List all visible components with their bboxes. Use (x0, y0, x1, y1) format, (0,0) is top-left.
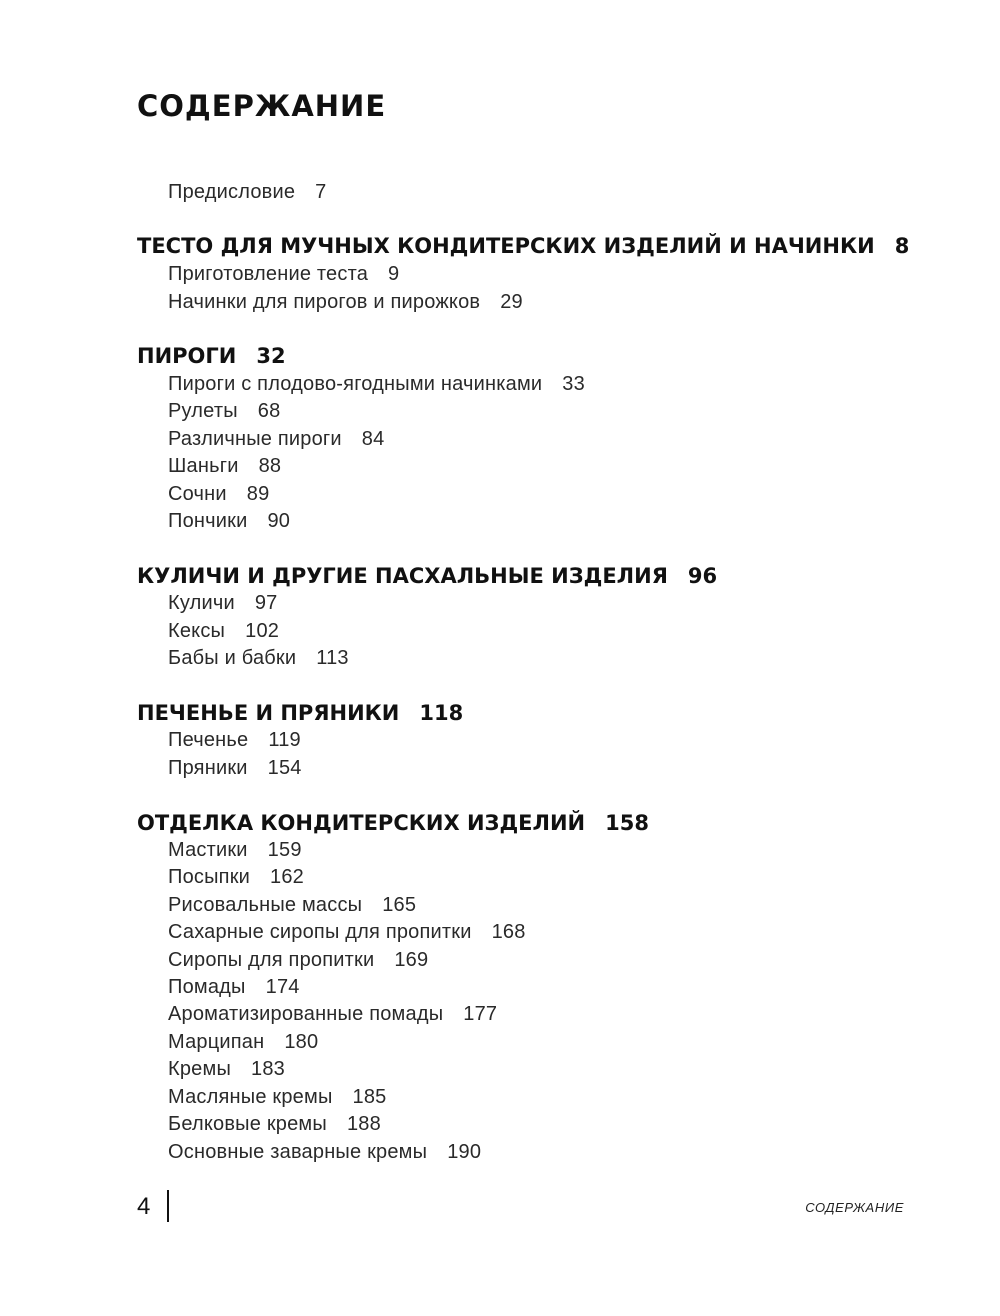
toc-entry-page: 168 (491, 921, 526, 943)
toc-entry-label: Помады (168, 976, 246, 998)
toc-entry-label: Ароматизированные помады (168, 1003, 444, 1025)
toc-chapter-page: 8 (894, 234, 910, 258)
toc-entry[interactable] (168, 946, 428, 974)
toc-entry-label: Посыпки (168, 866, 251, 888)
toc-entry-label: Куличи (168, 592, 235, 614)
toc-entry-label: Предисловие (168, 181, 296, 203)
toc-chapter[interactable] (137, 341, 286, 371)
toc-entry-label: Сиропы для пропитки (168, 949, 375, 971)
toc-entry-page: 169 (394, 949, 429, 971)
toc-entry-page: 165 (382, 894, 417, 916)
toc-entry-page: 190 (447, 1141, 482, 1163)
toc-entry-page: 9 (388, 263, 400, 285)
toc-entry-page: 88 (258, 455, 282, 477)
toc-entry-label: Сахарные сиропы для пропитки (168, 921, 472, 943)
toc-entry-page: 7 (315, 181, 327, 203)
toc-chapter[interactable] (137, 231, 909, 261)
toc-entry[interactable] (168, 1055, 285, 1083)
toc-entry-label: Начинки для пирогов и пирожков (168, 291, 481, 313)
toc-entry-label: Пироги с плодово-ягодными начинками (168, 373, 543, 395)
toc-entry[interactable] (168, 288, 523, 316)
toc-entry-label: Бабы и бабки (168, 647, 297, 669)
toc-entry-page: 180 (284, 1031, 319, 1053)
toc-entry[interactable] (168, 754, 302, 782)
toc-entry[interactable] (168, 644, 349, 672)
toc-entry-page: 33 (562, 373, 585, 395)
toc-entry-label: Кексы (168, 620, 226, 642)
toc-entry-label: Рисовальные массы (168, 894, 363, 916)
toc-entry[interactable] (168, 1110, 381, 1138)
page-number-divider (167, 1190, 169, 1222)
toc-entry-page: 159 (267, 839, 302, 861)
toc-chapter[interactable] (137, 698, 463, 728)
toc-entry-label: Рулеты (168, 400, 238, 422)
toc-entry-page: 185 (352, 1086, 387, 1108)
toc-chapter-page: 32 (256, 344, 286, 368)
toc-entry[interactable] (168, 973, 300, 1001)
toc-entry[interactable] (168, 918, 526, 946)
toc-entry[interactable] (168, 1028, 318, 1056)
toc-entry-page: 113 (316, 647, 349, 669)
toc-entry-page: 188 (346, 1113, 381, 1135)
toc-entry[interactable] (168, 480, 269, 508)
toc-entry-label: Кремы (168, 1058, 232, 1080)
toc-entry-label: Печенье (168, 729, 249, 751)
toc-entry-page: 154 (267, 757, 302, 779)
toc-entry-page: 68 (257, 400, 281, 422)
toc-entry-label: Белковые кремы (168, 1113, 327, 1135)
toc-entry-label: Шаньги (168, 455, 239, 477)
toc-entry-page: 97 (254, 592, 278, 614)
toc-chapter-title: ПИРОГИ (137, 344, 237, 368)
toc-entry-page: 177 (463, 1003, 498, 1025)
toc-entry-label: Пряники (168, 757, 248, 779)
toc-chapter-title: ТЕСТО ДЛЯ МУЧНЫХ КОНДИТЕРСКИХ ИЗДЕЛИЙ И НАЧИНКИ (137, 234, 875, 258)
toc-entry[interactable] (168, 425, 384, 453)
toc-chapter-page: 158 (605, 811, 649, 835)
toc-entry-label: Различные пироги (168, 428, 342, 450)
toc-entry[interactable] (168, 370, 585, 398)
toc-entry-label: Сочни (168, 483, 227, 505)
toc-entry-page: 89 (246, 483, 270, 505)
toc-entry-page: 183 (251, 1058, 286, 1080)
toc-entry-label: Масляные кремы (168, 1086, 333, 1108)
toc-entry-page: 119 (268, 729, 301, 751)
toc-entry-page: 29 (500, 291, 523, 313)
toc-entry[interactable] (168, 507, 290, 535)
toc-entry[interactable] (168, 1000, 497, 1028)
toc-entry-page: 174 (265, 976, 300, 998)
toc-entry-page: 90 (267, 510, 291, 532)
toc-entry-preface[interactable] (168, 178, 327, 206)
toc-chapter[interactable] (137, 808, 649, 838)
toc-entry-label: Марципан (168, 1031, 265, 1053)
toc-entry[interactable] (168, 589, 278, 617)
toc-entry-label: Основные заварные кремы (168, 1141, 428, 1163)
toc-entry-label: Пончики (168, 510, 248, 532)
toc-chapter[interactable] (137, 561, 717, 591)
running-head: СОДЕРЖАНИЕ (805, 1200, 904, 1215)
toc-entry[interactable] (168, 617, 279, 645)
toc-entry[interactable] (168, 1138, 481, 1166)
toc-chapter-title: КУЛИЧИ И ДРУГИЕ ПАСХАЛЬНЫЕ ИЗДЕЛИЯ (137, 564, 668, 588)
toc-entry[interactable] (168, 726, 301, 754)
toc-entry[interactable] (168, 260, 399, 288)
toc-entry-page: 102 (245, 620, 280, 642)
toc-entry[interactable] (168, 891, 416, 919)
toc-entry-label: Приготовление теста (168, 263, 369, 285)
toc-chapter-title: ПЕЧЕНЬЕ И ПРЯНИКИ (137, 701, 400, 725)
page-number: 4 (137, 1193, 151, 1220)
toc-entry[interactable] (168, 452, 281, 480)
toc-entry[interactable] (168, 397, 280, 425)
toc-entry-label: Мастики (168, 839, 248, 861)
toc-entry[interactable] (168, 863, 304, 891)
page-title: СОДЕРЖАНИЕ (137, 89, 387, 123)
toc-entry[interactable] (168, 1083, 387, 1111)
toc-chapter-title: ОТДЕЛКА КОНДИТЕРСКИХ ИЗДЕЛИЙ (137, 811, 586, 835)
toc-chapter-page: 118 (419, 701, 464, 725)
toc-entry-page: 84 (361, 428, 385, 450)
toc-entry[interactable] (168, 836, 302, 864)
toc-chapter-page: 96 (687, 564, 718, 588)
toc-entry-page: 162 (270, 866, 305, 888)
